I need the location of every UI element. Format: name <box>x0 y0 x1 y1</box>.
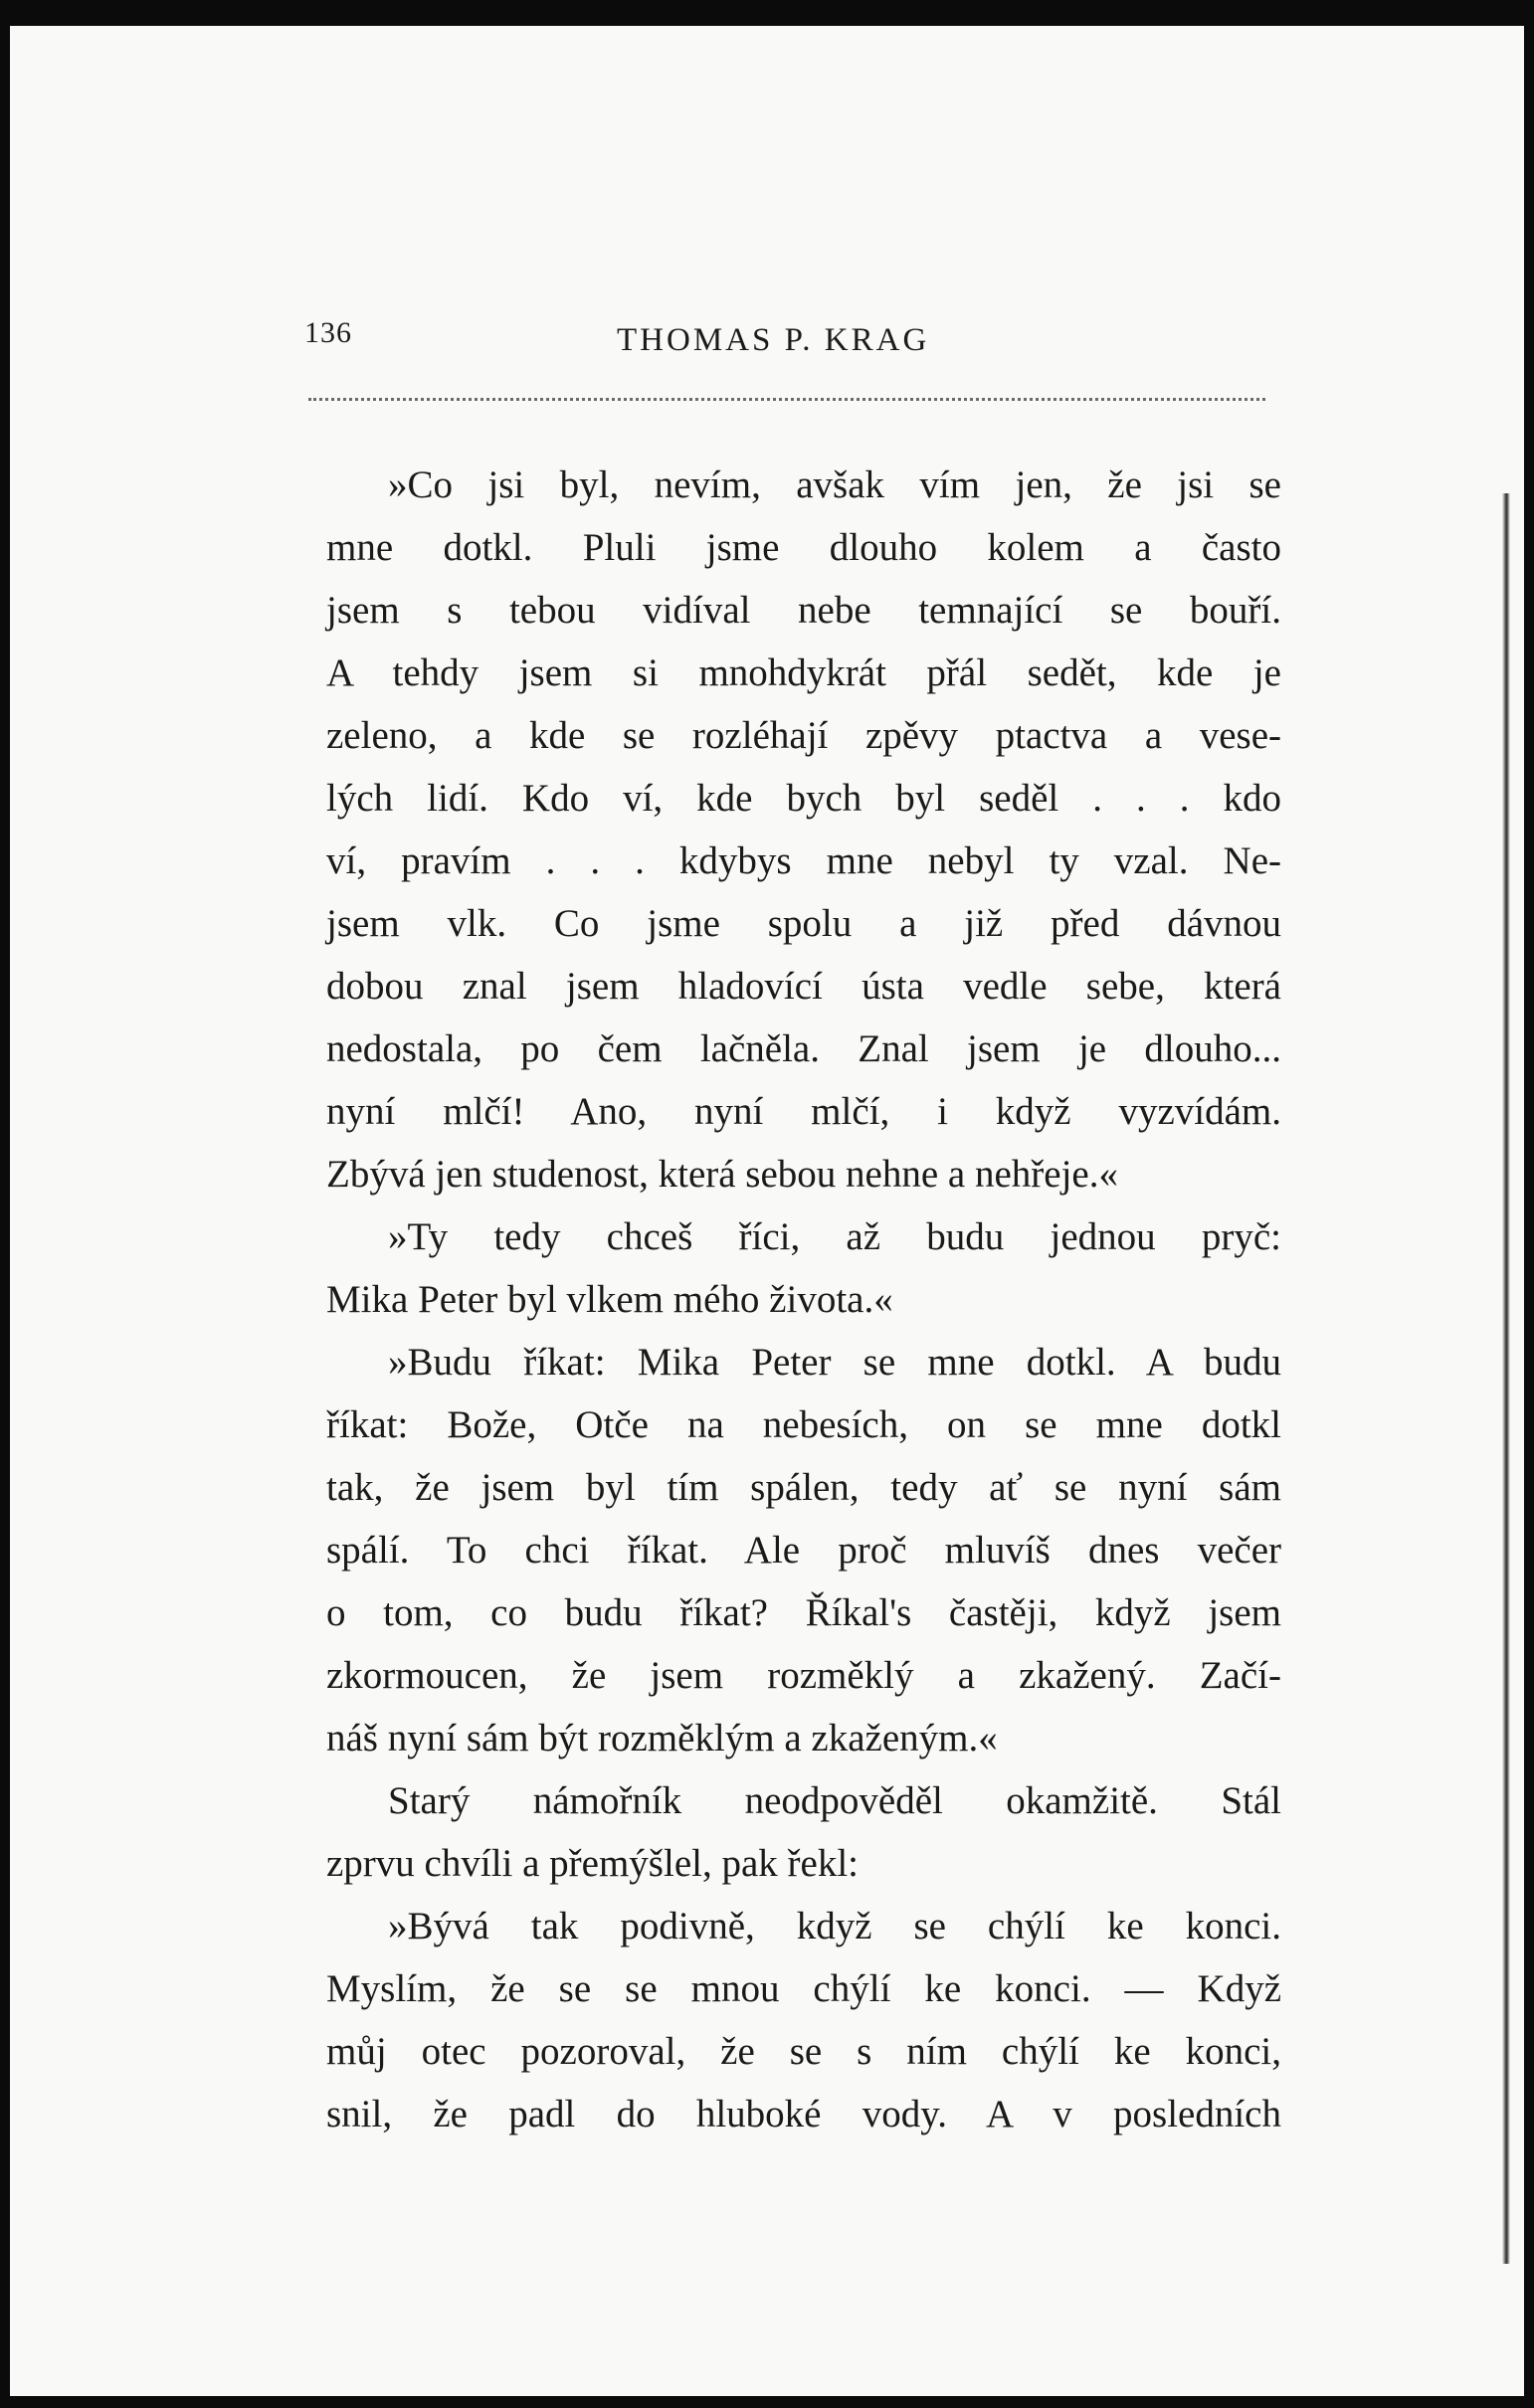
text-line: spálí. To chci říkat. Ale proč mluvíš dnes večer <box>326 1529 1281 1572</box>
text-line: jsem s tebou vidíval nebe temnající se bouří. <box>326 589 1281 632</box>
text-line: Myslím, že se se mnou chýlí ke konci. — Když <box>326 1967 1281 2010</box>
text-line: »Co jsi byl, nevím, avšak vím jen, že jsi se <box>388 463 1281 506</box>
text-line: zeleno, a kde se rozléhají zpěvy ptactva a vese- <box>326 714 1281 757</box>
text-line: zprvu chvíli a přemýšlel, pak řekl: <box>326 1842 859 1885</box>
text-line: dobou znal jsem hladovící ústa vedle sebe, která <box>326 965 1281 1008</box>
text-line: nyní mlčí! Ano, nyní mlčí, i když vyzvídám. <box>326 1090 1281 1133</box>
header-dotted-rule <box>308 398 1265 401</box>
text-line: říkat: Bože, Otče na nebesích, on se mne dotkl <box>326 1403 1281 1446</box>
text-line: zkormoucen, že jsem rozměklý a zkažený. Začí- <box>326 1654 1281 1697</box>
page-edge-shadow <box>1502 493 1510 2264</box>
text-line: A tehdy jsem si mnohdykrát přál sedět, kde je <box>326 651 1281 694</box>
text-line: tak, že jsem byl tím spálen, tedy ať se nyní sám <box>326 1466 1281 1509</box>
text-line: »Ty tedy chceš říci, až budu jednou pryč: <box>388 1215 1281 1258</box>
text-line: Mika Peter byl vlkem mého života.« <box>326 1278 893 1321</box>
text-line: o tom, co budu říkat? Říkal's častěji, když jsem <box>326 1591 1281 1634</box>
text-line: »Budu říkat: Mika Peter se mne dotkl. A budu <box>388 1341 1281 1384</box>
book-page <box>10 26 1524 2396</box>
text-line: mne dotkl. Pluli jsme dlouho kolem a často <box>326 526 1281 569</box>
text-line: Starý námořník neodpověděl okamžitě. Stál <box>388 1779 1281 1822</box>
text-line: můj otec pozoroval, že se s ním chýlí ke konci, <box>326 2030 1281 2073</box>
text-line: ví, pravím . . . kdybys mne nebyl ty vzal. Ne- <box>326 839 1281 882</box>
text-line: nedostala, po čem lačněla. Znal jsem je dlouho... <box>326 1027 1281 1070</box>
text-line: Zbývá jen studenost, která sebou nehne a nehřeje.« <box>326 1153 1118 1196</box>
text-line: »Bývá tak podivně, když se chýlí ke konci. <box>388 1905 1281 1947</box>
text-line: náš nyní sám být rozměklým a zkaženým.« <box>326 1717 998 1760</box>
page-header <box>10 314 1524 374</box>
body-text <box>326 454 1281 2145</box>
page-number: 136 <box>304 316 352 349</box>
text-line: jsem vlk. Co jsme spolu a již před dávnou <box>326 902 1281 945</box>
text-line: lých lidí. Kdo ví, kde bych byl seděl . . . kdo <box>326 777 1281 820</box>
running-head: THOMAS P. KRAG <box>617 322 930 358</box>
text-line: snil, že padl do hluboké vody. A v posledních <box>326 2093 1281 2135</box>
